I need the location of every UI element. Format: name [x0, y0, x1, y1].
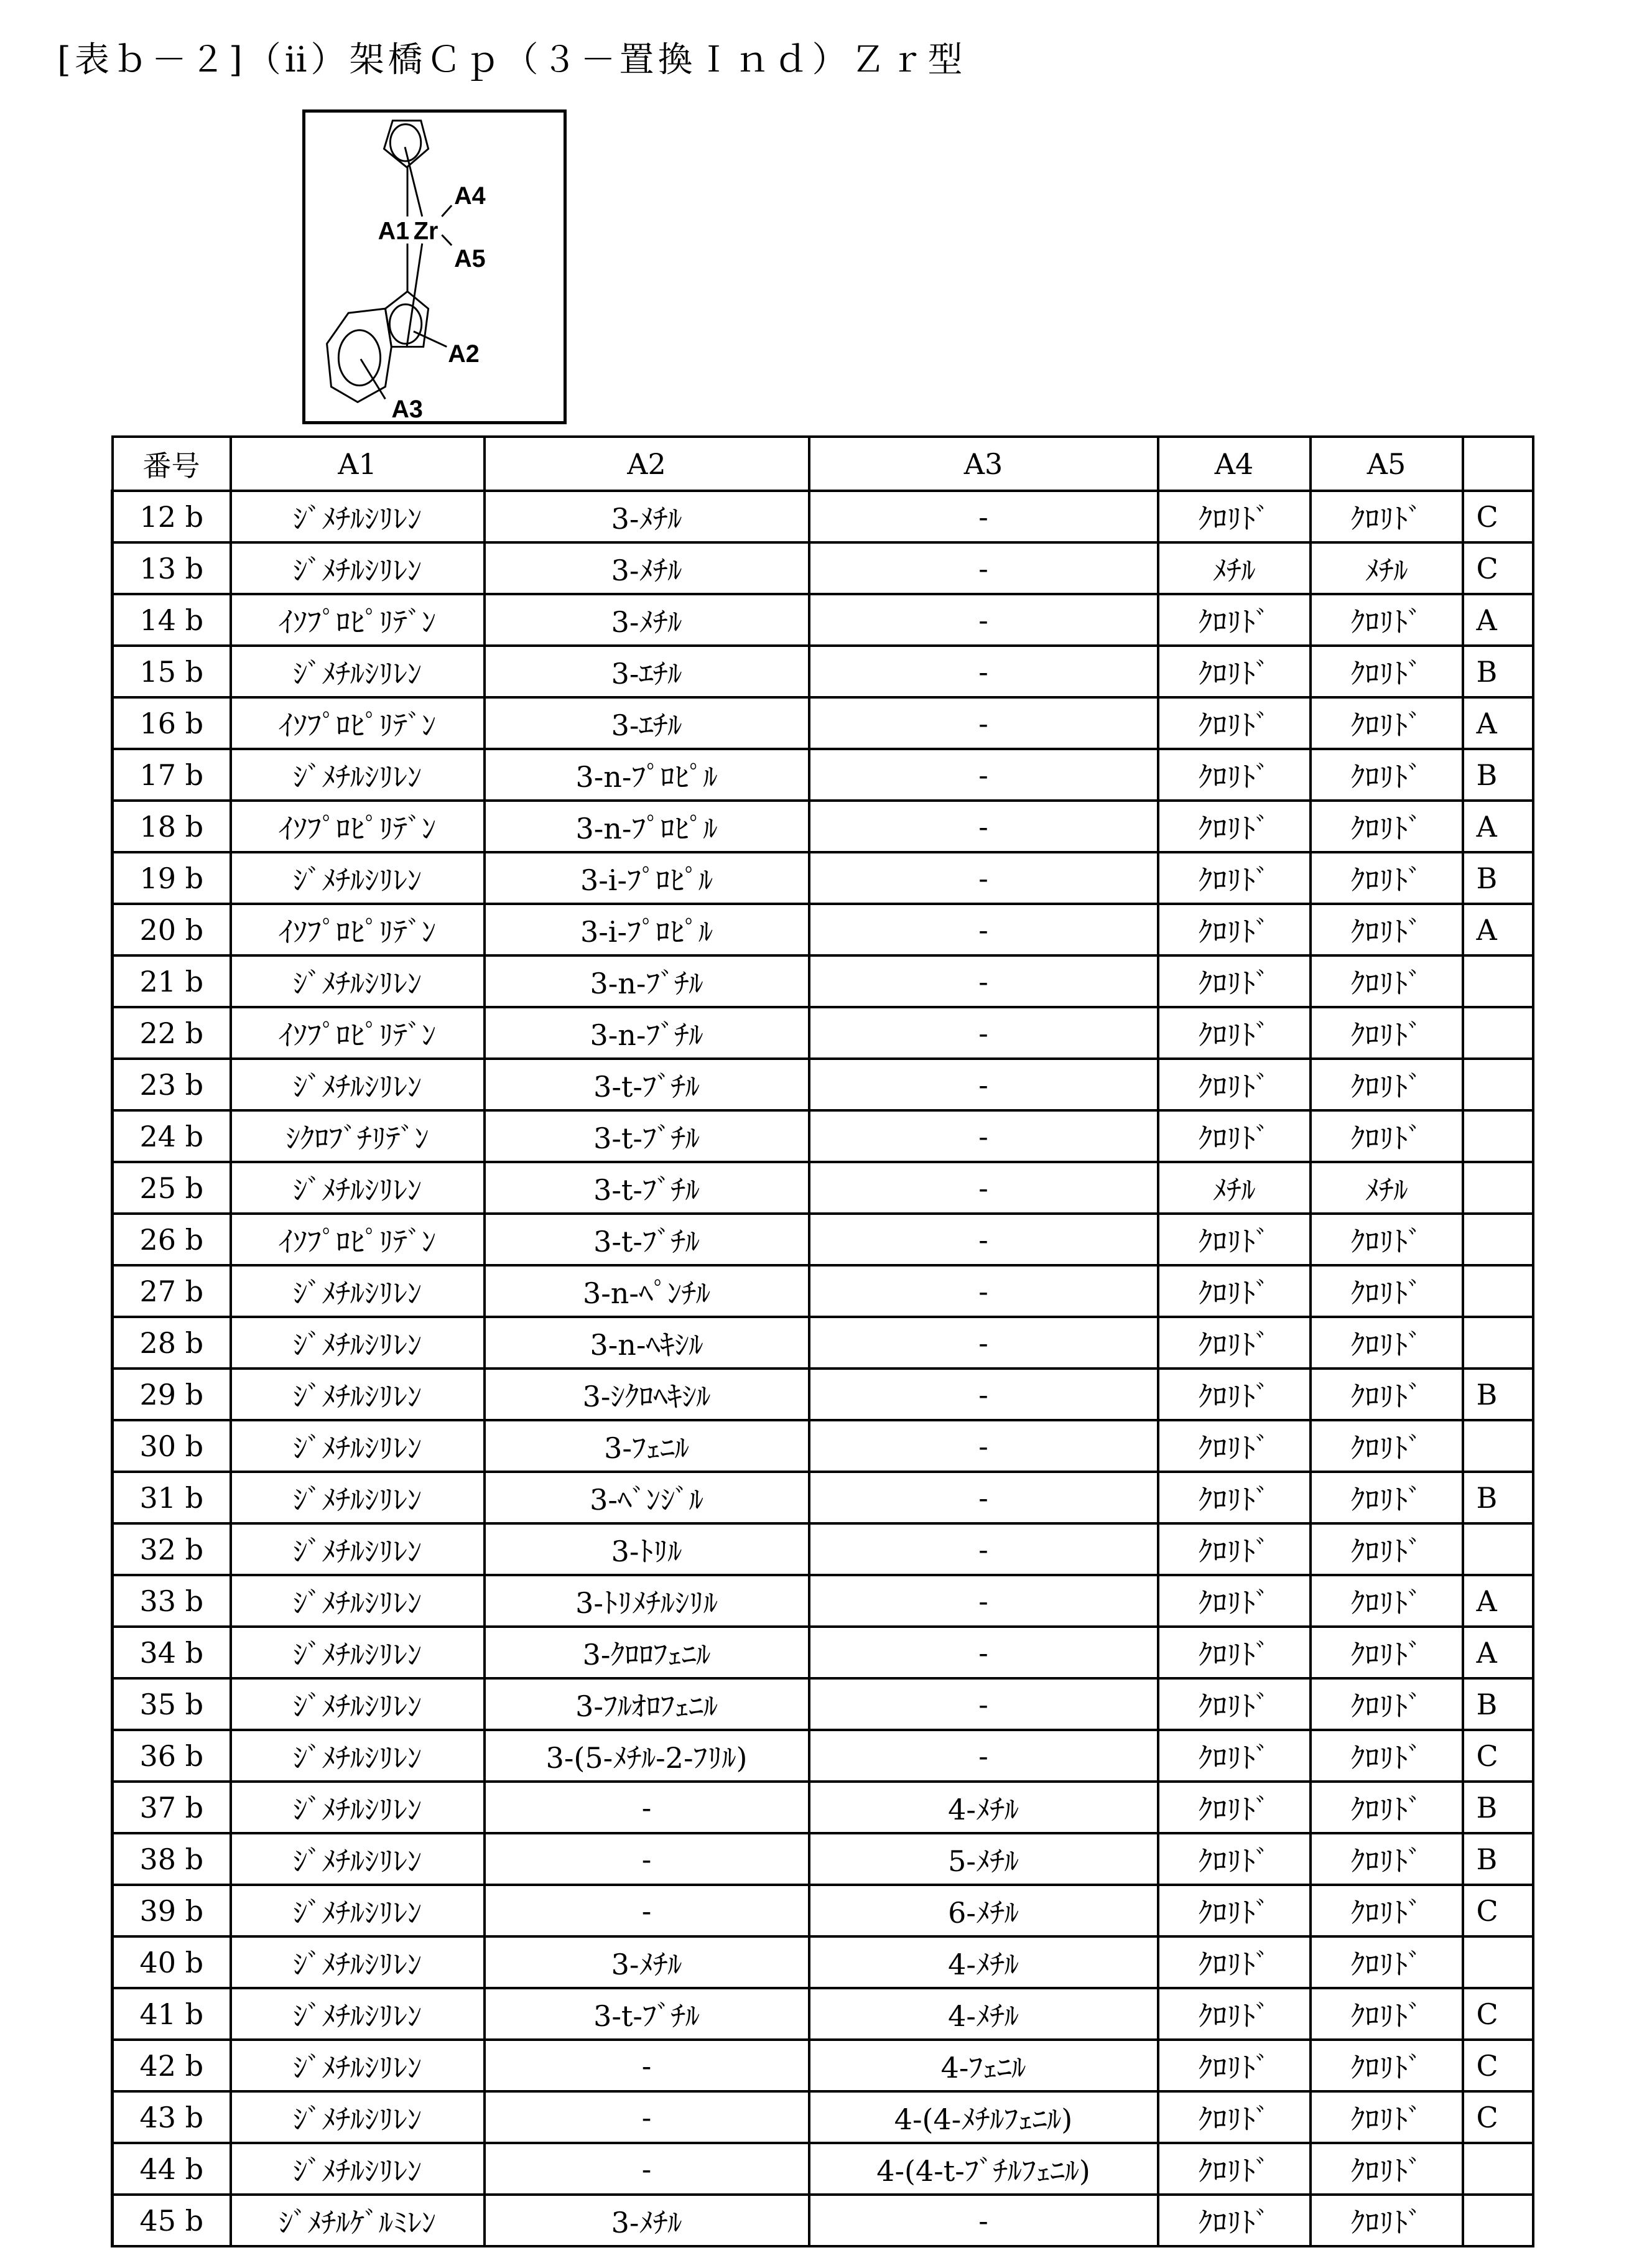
- a3-substituent-cell: -: [809, 646, 1158, 697]
- table-row: [113, 1833, 1533, 1885]
- column-header-a1-bridge: A1: [231, 437, 485, 491]
- rating-cell: [1463, 955, 1533, 1007]
- a5-ligand-cell: ｸﾛﾘﾄﾞ: [1311, 1110, 1463, 1162]
- table-row: [113, 955, 1533, 1007]
- a5-ligand-cell: ｸﾛﾘﾄﾞ: [1311, 852, 1463, 904]
- table-row: [113, 1007, 1533, 1059]
- a4-ligand-cell: ｸﾛﾘﾄﾞ: [1158, 1833, 1311, 1885]
- a1-bridge-cell: ｼﾞﾒﾁﾙｼﾘﾚﾝ: [231, 1369, 485, 1420]
- a3-substituent-cell: -: [809, 904, 1158, 955]
- table-row: [113, 852, 1533, 904]
- compound-number-cell: 13 b: [113, 542, 231, 594]
- column-header-compound-number: 番号: [113, 437, 231, 491]
- a5-ligand-cell: ｸﾛﾘﾄﾞ: [1311, 697, 1463, 749]
- rating-cell: [1463, 1007, 1533, 1059]
- a2-substituent-cell: 3-ﾒﾁﾙ: [485, 491, 809, 542]
- a3-substituent-cell: -: [809, 1265, 1158, 1317]
- a3-substituent-cell: -: [809, 852, 1158, 904]
- a4-ligand-cell: ｸﾛﾘﾄﾞ: [1158, 1988, 1311, 2040]
- chemical-structure-diagram: [302, 109, 567, 424]
- a1-bridge-cell: ｲｿﾌﾟﾛﾋﾟﾘﾃﾞﾝ: [231, 594, 485, 646]
- compound-number-cell: 29 b: [113, 1369, 231, 1420]
- compound-number-cell: 39 b: [113, 1885, 231, 1936]
- a5-ligand-cell: ｸﾛﾘﾄﾞ: [1311, 749, 1463, 801]
- a3-substituent-cell: -: [809, 1420, 1158, 1472]
- table-row: [113, 594, 1533, 646]
- a2-substituent-cell: 3-n-ﾍﾟﾝﾁﾙ: [485, 1265, 809, 1317]
- compound-number-cell: 26 b: [113, 1214, 231, 1265]
- a4-ligand-cell: ｸﾛﾘﾄﾞ: [1158, 1885, 1311, 1936]
- a3-substituent-cell: -: [809, 1523, 1158, 1575]
- a1-bridge-cell: ｼﾞﾒﾁﾙｼﾘﾚﾝ: [231, 1575, 485, 1627]
- a4-ligand-cell: ｸﾛﾘﾄﾞ: [1158, 1059, 1311, 1110]
- rating-cell: C: [1463, 2091, 1533, 2143]
- a2-substituent-cell: 3-t-ﾌﾞﾁﾙ: [485, 1988, 809, 2040]
- a2-substituent-cell: 3-ｸﾛﾛﾌｪﾆﾙ: [485, 1627, 809, 1678]
- a1-bridge-cell: ｼﾞﾒﾁﾙｼﾘﾚﾝ: [231, 1936, 485, 1988]
- a4-ligand-cell: ｸﾛﾘﾄﾞ: [1158, 955, 1311, 1007]
- a3-substituent-cell: -: [809, 1627, 1158, 1678]
- a4-ligand-cell: ｸﾛﾘﾄﾞ: [1158, 1730, 1311, 1782]
- a1-bridge-cell: ｲｿﾌﾟﾛﾋﾟﾘﾃﾞﾝ: [231, 904, 485, 955]
- a3-substituent-cell: -: [809, 2195, 1158, 2246]
- a3-substituent-cell: 5-ﾒﾁﾙ: [809, 1833, 1158, 1885]
- a5-ligand-cell: ｸﾛﾘﾄﾞ: [1311, 1265, 1463, 1317]
- a1-bridge-cell: ｼﾞﾒﾁﾙｼﾘﾚﾝ: [231, 542, 485, 594]
- a5-ligand-cell: ｸﾛﾘﾄﾞ: [1311, 2143, 1463, 2195]
- table-row: [113, 2143, 1533, 2195]
- a3-substituent-cell: -: [809, 1575, 1158, 1627]
- compound-number-cell: 18 b: [113, 801, 231, 852]
- rating-cell: A: [1463, 1627, 1533, 1678]
- compound-number-cell: 19 b: [113, 852, 231, 904]
- compound-number-cell: 43 b: [113, 2091, 231, 2143]
- a5-ligand-cell: ｸﾛﾘﾄﾞ: [1311, 1214, 1463, 1265]
- compound-number-cell: 28 b: [113, 1317, 231, 1369]
- a5-ligand-cell: ｸﾛﾘﾄﾞ: [1311, 955, 1463, 1007]
- a3-substituent-cell: 4-(4-ﾒﾁﾙﾌｪﾆﾙ): [809, 2091, 1158, 2143]
- a5-ligand-cell: ｸﾛﾘﾄﾞ: [1311, 1523, 1463, 1575]
- a4-ligand-cell: ｸﾛﾘﾄﾞ: [1158, 1214, 1311, 1265]
- a3-substituent-cell: 4-(4-t-ﾌﾞﾁﾙﾌｪﾆﾙ): [809, 2143, 1158, 2195]
- a1-bridge-cell: ｼﾞﾒﾁﾙｼﾘﾚﾝ: [231, 2040, 485, 2091]
- rating-cell: [1463, 1936, 1533, 1988]
- a1-bridge-cell: ｼﾞﾒﾁﾙｼﾘﾚﾝ: [231, 852, 485, 904]
- a2-substituent-cell: 3-ﾌｪﾆﾙ: [485, 1420, 809, 1472]
- rating-cell: [1463, 1317, 1533, 1369]
- a2-substituent-cell: 3-ﾄﾘﾒﾁﾙｼﾘﾙ: [485, 1575, 809, 1627]
- rating-cell: [1463, 1265, 1533, 1317]
- rating-cell: A: [1463, 1575, 1533, 1627]
- a4-ligand-cell: ﾒﾁﾙ: [1158, 1162, 1311, 1214]
- a3-substituent-cell: -: [809, 1162, 1158, 1214]
- compound-number-cell: 45 b: [113, 2195, 231, 2246]
- a1-bridge-cell: ｼﾞﾒﾁﾙｼﾘﾚﾝ: [231, 491, 485, 542]
- table-row: [113, 1214, 1533, 1265]
- a2-substituent-cell: 3-n-ﾌﾞﾁﾙ: [485, 955, 809, 1007]
- table-row: [113, 749, 1533, 801]
- compound-number-cell: 25 b: [113, 1162, 231, 1214]
- rating-cell: B: [1463, 852, 1533, 904]
- table-row: [113, 2195, 1533, 2246]
- a2-substituent-cell: 3-n-ﾌﾟﾛﾋﾟﾙ: [485, 749, 809, 801]
- a2-substituent-cell: 3-ﾄﾘﾙ: [485, 1523, 809, 1575]
- structure-drawing: [305, 113, 564, 421]
- a5-ligand-cell: ｸﾛﾘﾄﾞ: [1311, 2195, 1463, 2246]
- rating-cell: [1463, 1523, 1533, 1575]
- a1-bridge-cell: ｼﾞﾒﾁﾙｼﾘﾚﾝ: [231, 1523, 485, 1575]
- a5-ligand-cell: ｸﾛﾘﾄﾞ: [1311, 646, 1463, 697]
- a2-substituent-cell: 3-t-ﾌﾞﾁﾙ: [485, 1059, 809, 1110]
- a1-bridge-cell: ｲｿﾌﾟﾛﾋﾟﾘﾃﾞﾝ: [231, 1007, 485, 1059]
- a3-substituent-cell: -: [809, 1678, 1158, 1730]
- a3-substituent-cell: -: [809, 1472, 1158, 1523]
- table-row: [113, 1523, 1533, 1575]
- compound-number-cell: 23 b: [113, 1059, 231, 1110]
- rating-cell: A: [1463, 801, 1533, 852]
- a3-substituent-cell: -: [809, 801, 1158, 852]
- compound-number-cell: 41 b: [113, 1988, 231, 2040]
- a4-ligand-cell: ｸﾛﾘﾄﾞ: [1158, 801, 1311, 852]
- rating-cell: B: [1463, 1369, 1533, 1420]
- a2-substituent-cell: -: [485, 1833, 809, 1885]
- compound-number-cell: 27 b: [113, 1265, 231, 1317]
- a2-substituent-cell: 3-t-ﾌﾞﾁﾙ: [485, 1214, 809, 1265]
- table-row: [113, 1059, 1533, 1110]
- a2-substituent-cell: 3-ｼｸﾛﾍｷｼﾙ: [485, 1369, 809, 1420]
- rating-cell: [1463, 1420, 1533, 1472]
- label-a1: A1: [378, 218, 410, 245]
- a2-substituent-cell: 3-i-ﾌﾟﾛﾋﾟﾙ: [485, 904, 809, 955]
- a5-ligand-cell: ｸﾛﾘﾄﾞ: [1311, 1988, 1463, 2040]
- rating-cell: C: [1463, 1885, 1533, 1936]
- a2-substituent-cell: 3-ﾌﾙｵﾛﾌｪﾆﾙ: [485, 1678, 809, 1730]
- rating-cell: A: [1463, 594, 1533, 646]
- rating-cell: [1463, 1214, 1533, 1265]
- a4-ligand-cell: ｸﾛﾘﾄﾞ: [1158, 1678, 1311, 1730]
- a1-bridge-cell: ｲｿﾌﾟﾛﾋﾟﾘﾃﾞﾝ: [231, 1214, 485, 1265]
- a2-substituent-cell: -: [485, 2040, 809, 2091]
- a4-ligand-cell: ｸﾛﾘﾄﾞ: [1158, 852, 1311, 904]
- a4-ligand-cell: ｸﾛﾘﾄﾞ: [1158, 1627, 1311, 1678]
- a1-bridge-cell: ｲｿﾌﾟﾛﾋﾟﾘﾃﾞﾝ: [231, 697, 485, 749]
- a5-ligand-cell: ｸﾛﾘﾄﾞ: [1311, 1782, 1463, 1833]
- rating-cell: C: [1463, 2040, 1533, 2091]
- a3-substituent-cell: 4-ﾒﾁﾙ: [809, 1988, 1158, 2040]
- label-a3: A3: [391, 396, 423, 421]
- a5-ligand-cell: ｸﾛﾘﾄﾞ: [1311, 1575, 1463, 1627]
- compound-number-cell: 30 b: [113, 1420, 231, 1472]
- a5-ligand-cell: ｸﾛﾘﾄﾞ: [1311, 1936, 1463, 1988]
- a4-ligand-cell: ｸﾛﾘﾄﾞ: [1158, 491, 1311, 542]
- a2-substituent-cell: 3-ﾒﾁﾙ: [485, 542, 809, 594]
- compound-number-cell: 15 b: [113, 646, 231, 697]
- a2-substituent-cell: 3-ｴﾁﾙ: [485, 646, 809, 697]
- compound-number-cell: 22 b: [113, 1007, 231, 1059]
- a3-substituent-cell: -: [809, 1369, 1158, 1420]
- table-row: [113, 1110, 1533, 1162]
- a3-substituent-cell: -: [809, 1730, 1158, 1782]
- a5-ligand-cell: ｸﾛﾘﾄﾞ: [1311, 1885, 1463, 1936]
- table-row: [113, 1885, 1533, 1936]
- table-row: [113, 1730, 1533, 1782]
- a4-ligand-cell: ｸﾛﾘﾄﾞ: [1158, 1317, 1311, 1369]
- rating-cell: [1463, 2143, 1533, 2195]
- a3-substituent-cell: 4-ﾌｪﾆﾙ: [809, 2040, 1158, 2091]
- a2-substituent-cell: 3-ﾒﾁﾙ: [485, 594, 809, 646]
- a2-substituent-cell: 3-t-ﾌﾞﾁﾙ: [485, 1162, 809, 1214]
- a3-substituent-cell: -: [809, 1110, 1158, 1162]
- rating-cell: [1463, 1059, 1533, 1110]
- a4-ligand-cell: ｸﾛﾘﾄﾞ: [1158, 1369, 1311, 1420]
- compound-number-cell: 36 b: [113, 1730, 231, 1782]
- a2-substituent-cell: -: [485, 2143, 809, 2195]
- compound-number-cell: 20 b: [113, 904, 231, 955]
- a3-substituent-cell: -: [809, 491, 1158, 542]
- a2-substituent-cell: 3-ﾒﾁﾙ: [485, 1936, 809, 1988]
- a3-substituent-cell: -: [809, 1317, 1158, 1369]
- table-row: [113, 2091, 1533, 2143]
- rating-cell: B: [1463, 646, 1533, 697]
- rating-cell: C: [1463, 542, 1533, 594]
- rating-cell: C: [1463, 491, 1533, 542]
- rating-cell: A: [1463, 697, 1533, 749]
- a4-ligand-cell: ｸﾛﾘﾄﾞ: [1158, 1782, 1311, 1833]
- table-row: [113, 1162, 1533, 1214]
- a2-substituent-cell: -: [485, 2091, 809, 2143]
- compound-number-cell: 37 b: [113, 1782, 231, 1833]
- a3-substituent-cell: -: [809, 1007, 1158, 1059]
- a1-bridge-cell: ｼﾞﾒﾁﾙｼﾘﾚﾝ: [231, 1627, 485, 1678]
- a2-substituent-cell: 3-(5-ﾒﾁﾙ-2-ﾌﾘﾙ): [485, 1730, 809, 1782]
- a5-ligand-cell: ｸﾛﾘﾄﾞ: [1311, 491, 1463, 542]
- a1-bridge-cell: ｼﾞﾒﾁﾙｼﾘﾚﾝ: [231, 1472, 485, 1523]
- a1-bridge-cell: ｼﾞﾒﾁﾙｼﾘﾚﾝ: [231, 1317, 485, 1369]
- a2-substituent-cell: -: [485, 1885, 809, 1936]
- table-row: [113, 2040, 1533, 2091]
- a1-bridge-cell: ｼﾞﾒﾁﾙｼﾘﾚﾝ: [231, 2091, 485, 2143]
- a1-bridge-cell: ｼﾞﾒﾁﾙｼﾘﾚﾝ: [231, 1265, 485, 1317]
- a3-substituent-cell: -: [809, 697, 1158, 749]
- a1-bridge-cell: ｼﾞﾒﾁﾙｼﾘﾚﾝ: [231, 1162, 485, 1214]
- a4-ligand-cell: ｸﾛﾘﾄﾞ: [1158, 2195, 1311, 2246]
- a1-bridge-cell: ｼﾞﾒﾁﾙｼﾘﾚﾝ: [231, 1833, 485, 1885]
- a2-substituent-cell: 3-t-ﾌﾞﾁﾙ: [485, 1110, 809, 1162]
- a1-bridge-cell: ｼﾞﾒﾁﾙｼﾘﾚﾝ: [231, 1988, 485, 2040]
- compound-number-cell: 44 b: [113, 2143, 231, 2195]
- column-header-a5-ligand: A5: [1311, 437, 1463, 491]
- label-a2: A2: [448, 340, 480, 368]
- table-row: [113, 697, 1533, 749]
- table-row: [113, 646, 1533, 697]
- compound-number-cell: 17 b: [113, 749, 231, 801]
- a5-ligand-cell: ｸﾛﾘﾄﾞ: [1311, 1420, 1463, 1472]
- a1-bridge-cell: ｼﾞﾒﾁﾙｼﾘﾚﾝ: [231, 1730, 485, 1782]
- column-header-rating: [1463, 437, 1533, 491]
- a3-substituent-cell: 4-ﾒﾁﾙ: [809, 1936, 1158, 1988]
- a1-bridge-cell: ｼﾞﾒﾁﾙｼﾘﾚﾝ: [231, 955, 485, 1007]
- a4-ligand-cell: ｸﾛﾘﾄﾞ: [1158, 697, 1311, 749]
- a4-ligand-cell: ｸﾛﾘﾄﾞ: [1158, 1936, 1311, 1988]
- table-row: [113, 1369, 1533, 1420]
- a4-ligand-cell: ｸﾛﾘﾄﾞ: [1158, 1007, 1311, 1059]
- a3-substituent-cell: 6-ﾒﾁﾙ: [809, 1885, 1158, 1936]
- a2-substituent-cell: 3-ﾒﾁﾙ: [485, 2195, 809, 2246]
- compound-number-cell: 40 b: [113, 1936, 231, 1988]
- a3-substituent-cell: -: [809, 1214, 1158, 1265]
- a4-ligand-cell: ｸﾛﾘﾄﾞ: [1158, 1265, 1311, 1317]
- table-row: [113, 801, 1533, 852]
- table-row: [113, 542, 1533, 594]
- compound-number-cell: 24 b: [113, 1110, 231, 1162]
- a5-ligand-cell: ｸﾛﾘﾄﾞ: [1311, 1678, 1463, 1730]
- label-a4: A4: [454, 182, 486, 210]
- a3-substituent-cell: 4-ﾒﾁﾙ: [809, 1782, 1158, 1833]
- table-row: [113, 904, 1533, 955]
- rating-cell: B: [1463, 1833, 1533, 1885]
- table-row: [113, 1420, 1533, 1472]
- a5-ligand-cell: ｸﾛﾘﾄﾞ: [1311, 1369, 1463, 1420]
- rating-cell: C: [1463, 1988, 1533, 2040]
- header-row: [113, 437, 1533, 491]
- a4-ligand-cell: ｸﾛﾘﾄﾞ: [1158, 1523, 1311, 1575]
- table-row: [113, 1265, 1533, 1317]
- a1-bridge-cell: ｼﾞﾒﾁﾙｹﾞﾙﾐﾚﾝ: [231, 2195, 485, 2246]
- a2-substituent-cell: 3-i-ﾌﾟﾛﾋﾟﾙ: [485, 852, 809, 904]
- a5-ligand-cell: ｸﾛﾘﾄﾞ: [1311, 1059, 1463, 1110]
- compound-number-cell: 16 b: [113, 697, 231, 749]
- table-row: [113, 1575, 1533, 1627]
- a4-ligand-cell: ｸﾛﾘﾄﾞ: [1158, 749, 1311, 801]
- rating-cell: B: [1463, 1678, 1533, 1730]
- rating-cell: B: [1463, 1782, 1533, 1833]
- table-row: [113, 1782, 1533, 1833]
- a5-ligand-cell: ｸﾛﾘﾄﾞ: [1311, 1833, 1463, 1885]
- a3-substituent-cell: -: [809, 749, 1158, 801]
- a1-bridge-cell: ｼﾞﾒﾁﾙｼﾘﾚﾝ: [231, 1782, 485, 1833]
- a1-bridge-cell: ｼﾞﾒﾁﾙｼﾘﾚﾝ: [231, 1885, 485, 1936]
- a3-substituent-cell: -: [809, 542, 1158, 594]
- table-row: [113, 1936, 1533, 1988]
- a2-substituent-cell: 3-n-ﾌﾞﾁﾙ: [485, 1007, 809, 1059]
- a4-ligand-cell: ﾒﾁﾙ: [1158, 542, 1311, 594]
- a5-ligand-cell: ｸﾛﾘﾄﾞ: [1311, 1007, 1463, 1059]
- a1-bridge-cell: ｼﾞﾒﾁﾙｼﾘﾚﾝ: [231, 1059, 485, 1110]
- rating-cell: B: [1463, 749, 1533, 801]
- a5-ligand-cell: ﾒﾁﾙ: [1311, 542, 1463, 594]
- a4-ligand-cell: ｸﾛﾘﾄﾞ: [1158, 594, 1311, 646]
- rating-cell: [1463, 1110, 1533, 1162]
- table-row: [113, 1627, 1533, 1678]
- a2-substituent-cell: 3-n-ﾍｷｼﾙ: [485, 1317, 809, 1369]
- a5-ligand-cell: ｸﾛﾘﾄﾞ: [1311, 2091, 1463, 2143]
- a4-ligand-cell: ｸﾛﾘﾄﾞ: [1158, 2091, 1311, 2143]
- column-header-a4-ligand: A4: [1158, 437, 1311, 491]
- compound-number-cell: 35 b: [113, 1678, 231, 1730]
- compound-number-cell: 14 b: [113, 594, 231, 646]
- compound-number-cell: 38 b: [113, 1833, 231, 1885]
- a5-ligand-cell: ｸﾛﾘﾄﾞ: [1311, 1627, 1463, 1678]
- a3-substituent-cell: -: [809, 1059, 1158, 1110]
- a5-ligand-cell: ｸﾛﾘﾄﾞ: [1311, 904, 1463, 955]
- a2-substituent-cell: 3-n-ﾌﾟﾛﾋﾟﾙ: [485, 801, 809, 852]
- table-title: [表ｂ－２]（ⅱ）架橋Ｃｐ（３－置換Ｉｎｄ）Ｚｒ型: [57, 32, 967, 82]
- a4-ligand-cell: ｸﾛﾘﾄﾞ: [1158, 2143, 1311, 2195]
- a5-ligand-cell: ｸﾛﾘﾄﾞ: [1311, 1317, 1463, 1369]
- a2-substituent-cell: 3-ｴﾁﾙ: [485, 697, 809, 749]
- label-a5: A5: [454, 245, 486, 272]
- a1-bridge-cell: ｲｿﾌﾟﾛﾋﾟﾘﾃﾞﾝ: [231, 801, 485, 852]
- table-row: [113, 1678, 1533, 1730]
- compound-number-cell: 12 b: [113, 491, 231, 542]
- rating-cell: [1463, 1162, 1533, 1214]
- a5-ligand-cell: ｸﾛﾘﾄﾞ: [1311, 2040, 1463, 2091]
- a2-substituent-cell: 3-ﾍﾞﾝｼﾞﾙ: [485, 1472, 809, 1523]
- table-row: [113, 1472, 1533, 1523]
- a4-ligand-cell: ｸﾛﾘﾄﾞ: [1158, 2040, 1311, 2091]
- a4-ligand-cell: ｸﾛﾘﾄﾞ: [1158, 1575, 1311, 1627]
- a4-ligand-cell: ｸﾛﾘﾄﾞ: [1158, 1472, 1311, 1523]
- a4-ligand-cell: ｸﾛﾘﾄﾞ: [1158, 1110, 1311, 1162]
- a5-ligand-cell: ｸﾛﾘﾄﾞ: [1311, 1472, 1463, 1523]
- compound-number-cell: 34 b: [113, 1627, 231, 1678]
- a5-ligand-cell: ﾒﾁﾙ: [1311, 1162, 1463, 1214]
- a5-ligand-cell: ｸﾛﾘﾄﾞ: [1311, 801, 1463, 852]
- table-row: [113, 1988, 1533, 2040]
- rating-cell: C: [1463, 1730, 1533, 1782]
- a5-ligand-cell: ｸﾛﾘﾄﾞ: [1311, 1730, 1463, 1782]
- table-row: [113, 1317, 1533, 1369]
- rating-cell: B: [1463, 1472, 1533, 1523]
- compound-number-cell: 21 b: [113, 955, 231, 1007]
- a5-ligand-cell: ｸﾛﾘﾄﾞ: [1311, 594, 1463, 646]
- a2-substituent-cell: -: [485, 1782, 809, 1833]
- a3-substituent-cell: -: [809, 955, 1158, 1007]
- rating-cell: A: [1463, 904, 1533, 955]
- a3-substituent-cell: -: [809, 594, 1158, 646]
- compound-number-cell: 32 b: [113, 1523, 231, 1575]
- compound-table: [111, 435, 1534, 2247]
- table-row: [113, 491, 1533, 542]
- a4-ligand-cell: ｸﾛﾘﾄﾞ: [1158, 646, 1311, 697]
- compound-number-cell: 33 b: [113, 1575, 231, 1627]
- a1-bridge-cell: ｼﾞﾒﾁﾙｼﾘﾚﾝ: [231, 1678, 485, 1730]
- a1-bridge-cell: ｼﾞﾒﾁﾙｼﾘﾚﾝ: [231, 646, 485, 697]
- label-zr: Zr: [414, 218, 439, 245]
- a1-bridge-cell: ｼﾞﾒﾁﾙｼﾘﾚﾝ: [231, 2143, 485, 2195]
- column-header-a2-substituent: A2: [485, 437, 809, 491]
- compound-number-cell: 42 b: [113, 2040, 231, 2091]
- compound-number-cell: 31 b: [113, 1472, 231, 1523]
- column-header-a3-substituent: A3: [809, 437, 1158, 491]
- a4-ligand-cell: ｸﾛﾘﾄﾞ: [1158, 904, 1311, 955]
- a1-bridge-cell: ｼﾞﾒﾁﾙｼﾘﾚﾝ: [231, 749, 485, 801]
- rating-cell: [1463, 2195, 1533, 2246]
- a1-bridge-cell: ｼﾞﾒﾁﾙｼﾘﾚﾝ: [231, 1420, 485, 1472]
- a4-ligand-cell: ｸﾛﾘﾄﾞ: [1158, 1420, 1311, 1472]
- a1-bridge-cell: ｼｸﾛﾌﾞﾁﾘﾃﾞﾝ: [231, 1110, 485, 1162]
